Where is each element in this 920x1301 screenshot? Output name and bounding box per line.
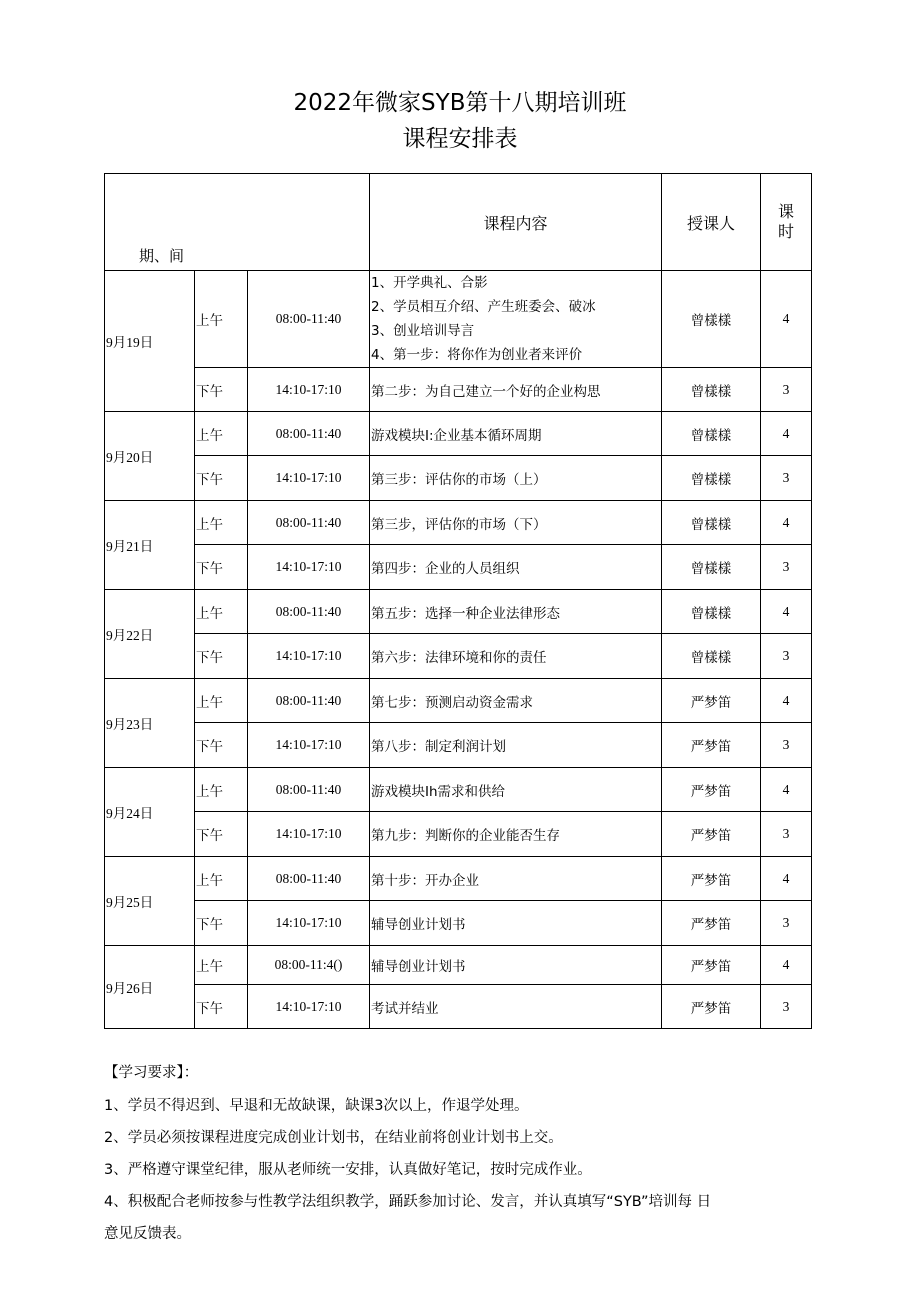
hours-cell: 4 [761, 590, 812, 634]
course-content: 第五步：选择一种企业法律形态 [370, 590, 662, 634]
date-cell: 9月22日 [105, 590, 195, 679]
course-content-line: 3、创业培训导言 [371, 323, 475, 339]
session-label: 下午 [195, 985, 248, 1029]
teacher-cell: 严梦笛 [662, 768, 761, 812]
session-label: 下午 [195, 634, 248, 679]
date-cell: 9月19日 [105, 271, 195, 412]
session-time: 08:00-11:4() [248, 946, 370, 985]
hours-cell: 3 [761, 368, 812, 412]
course-content: 辅导创业计划书 [370, 946, 662, 985]
session-time: 14:10-17:10 [248, 545, 370, 590]
session-label: 上午 [195, 501, 248, 545]
session-label: 上午 [195, 590, 248, 634]
table-row [105, 412, 812, 456]
requirement-item: 2、学员必须按课程进度完成创业计划书，在结业前将创业计划书上交。 [104, 1130, 563, 1146]
document-title: 2022年微家SYB第十八期培训班 [293, 90, 627, 116]
session-time: 14:10-17:10 [248, 456, 370, 501]
hours-cell: 3 [761, 456, 812, 501]
table-row [105, 368, 812, 412]
hours-cell: 4 [761, 768, 812, 812]
course-content-line: 2、学员相互介绍、产生班委会、破冰 [371, 299, 596, 315]
hours-cell: 3 [761, 723, 812, 768]
session-time: 14:10-17:10 [248, 812, 370, 857]
table-row [105, 812, 812, 857]
hours-cell: 4 [761, 946, 812, 985]
date-cell: 9月21日 [105, 501, 195, 590]
session-label: 下午 [195, 368, 248, 412]
header-teacher: 授课人 [662, 174, 761, 271]
header-hours-line2: 时 [777, 222, 794, 241]
table-row [105, 768, 812, 812]
hours-cell: 4 [761, 501, 812, 545]
requirement-item: 3、严格遵守课堂纪律，服从老师统一安排，认真做好笔记，按时完成作业。 [104, 1162, 592, 1178]
course-content: 第三步，评估你的市场（下） [370, 501, 662, 545]
date-cell: 9月25日 [105, 857, 195, 946]
teacher-cell: 曾樣樣 [662, 412, 761, 456]
course-content: 第十步：开办企业 [370, 857, 662, 901]
table-header-row [105, 174, 812, 271]
table-row [105, 456, 812, 501]
session-time: 08:00-11:40 [248, 857, 370, 901]
teacher-cell: 曾樣樣 [662, 456, 761, 501]
teacher-cell: 曾樣樣 [662, 501, 761, 545]
session-time: 08:00-11:40 [248, 412, 370, 456]
date-cell: 9月23日 [105, 679, 195, 768]
teacher-cell: 曾樣樣 [662, 634, 761, 679]
table-row [105, 590, 812, 634]
teacher-cell: 严梦笛 [662, 857, 761, 901]
hours-cell: 4 [761, 679, 812, 723]
session-label: 下午 [195, 456, 248, 501]
hours-cell: 3 [761, 901, 812, 946]
teacher-cell: 严梦笛 [662, 723, 761, 768]
table-row [105, 501, 812, 545]
hours-cell: 4 [761, 857, 812, 901]
session-time: 08:00-11:40 [248, 271, 370, 368]
session-time: 14:10-17:10 [248, 901, 370, 946]
header-hours [761, 174, 812, 271]
session-time: 14:10-17:10 [248, 368, 370, 412]
course-content: 第二步：为自己建立一个好的企业构思 [370, 368, 662, 412]
hours-cell: 3 [761, 634, 812, 679]
requirement-item: 1、学员不得迟到、早退和无故缺课，缺课3次以上，作退学处理。 [104, 1098, 529, 1114]
course-content: 第九步：判断你的企业能否生存 [370, 812, 662, 857]
course-content [370, 271, 662, 368]
requirement-item: 意见反馈表。 [104, 1226, 191, 1242]
session-label: 下午 [195, 545, 248, 590]
hours-cell: 3 [761, 545, 812, 590]
session-label: 上午 [195, 679, 248, 723]
hours-cell: 4 [761, 412, 812, 456]
teacher-cell: 严梦笛 [662, 812, 761, 857]
teacher-cell: 曾樣樣 [662, 271, 761, 368]
teacher-cell: 曾樣樣 [662, 545, 761, 590]
course-content: 第八步：制定利润计划 [370, 723, 662, 768]
session-label: 上午 [195, 768, 248, 812]
session-time: 08:00-11:40 [248, 590, 370, 634]
session-label: 上午 [195, 946, 248, 985]
table-row [105, 634, 812, 679]
requirement-item: 4、积极配合老师按参与性教学法组织教学，踊跃参加讨论、发言，并认真填写“SYB”培训每 日 [104, 1194, 712, 1210]
hours-cell: 3 [761, 812, 812, 857]
session-time: 14:10-17:10 [248, 985, 370, 1029]
session-label: 上午 [195, 412, 248, 456]
course-content: 第六步：法律环境和你的责任 [370, 634, 662, 679]
session-label: 上午 [195, 857, 248, 901]
course-content: 游戏模块I:企业基本循环周期 [370, 412, 662, 456]
header-hours-line1: 课 [777, 202, 794, 221]
session-time: 08:00-11:40 [248, 501, 370, 545]
course-content: 游戏模块Ih需求和供给 [370, 768, 662, 812]
table-row [105, 946, 812, 985]
session-time: 14:10-17:10 [248, 723, 370, 768]
table-row [105, 271, 812, 368]
table-row [105, 723, 812, 768]
session-label: 下午 [195, 812, 248, 857]
table-row [105, 985, 812, 1029]
table-row [105, 679, 812, 723]
teacher-cell: 曾樣樣 [662, 368, 761, 412]
schedule-table [104, 173, 812, 1029]
course-content-line: 4、第一步：将你作为创业者来评价 [371, 347, 583, 363]
table-row [105, 857, 812, 901]
course-content: 第七步：预测启动资金需求 [370, 679, 662, 723]
teacher-cell: 严梦笛 [662, 901, 761, 946]
table-row [105, 545, 812, 590]
document-subtitle: 课程安排表 [402, 126, 518, 152]
course-content: 辅导创业计划书 [370, 901, 662, 946]
course-content: 考试并结业 [370, 985, 662, 1029]
date-cell: 9月24日 [105, 768, 195, 857]
teacher-cell: 曾樣樣 [662, 590, 761, 634]
course-content: 第四步：企业的人员组织 [370, 545, 662, 590]
date-cell: 9月26日 [105, 946, 195, 1029]
teacher-cell: 严梦笛 [662, 679, 761, 723]
header-content: 课程内容 [370, 174, 662, 271]
teacher-cell: 严梦笛 [662, 946, 761, 985]
session-label: 下午 [195, 723, 248, 768]
session-time: 08:00-11:40 [248, 768, 370, 812]
hours-cell: 4 [761, 271, 812, 368]
header-period: 期、间 [105, 174, 370, 271]
hours-cell: 3 [761, 985, 812, 1029]
table-row [105, 901, 812, 946]
course-content-line: 1、开学典礼、合影 [371, 275, 488, 291]
session-label: 下午 [195, 901, 248, 946]
session-label: 上午 [195, 271, 248, 368]
requirements-heading: 【学习要求】： [104, 1065, 199, 1081]
session-time: 08:00-11:40 [248, 679, 370, 723]
date-cell: 9月20日 [105, 412, 195, 501]
course-content: 第三步：评估你的市场（上） [370, 456, 662, 501]
teacher-cell: 严梦笛 [662, 985, 761, 1029]
session-time: 14:10-17:10 [248, 634, 370, 679]
